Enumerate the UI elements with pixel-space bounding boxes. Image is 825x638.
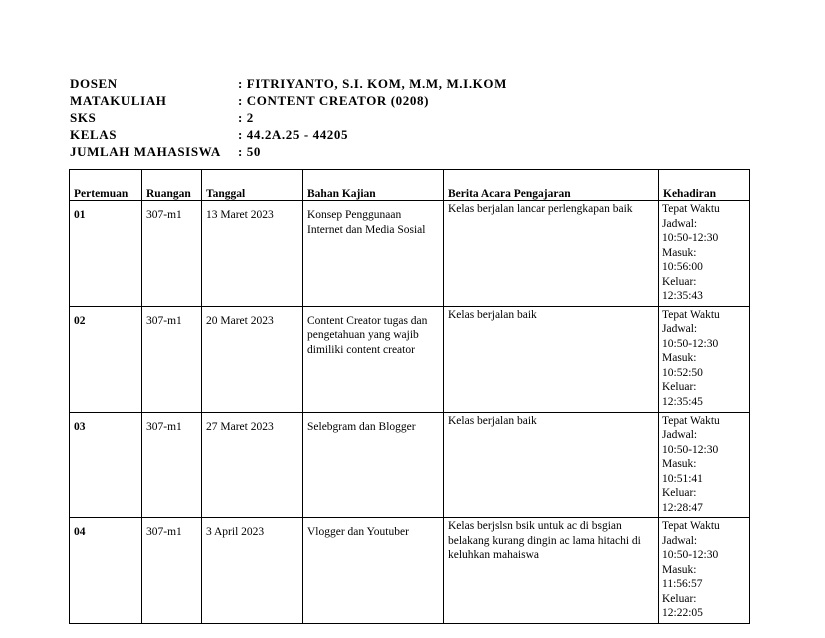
cell-tanggal: 27 Maret 2023 [202,412,303,518]
column-header-bahan-kajian: Bahan Kajian [303,170,444,201]
cell-berita-acara: Kelas berjalan baik [444,412,659,518]
cell-pertemuan: 01 [70,201,142,307]
jadwal-value: 10:50-12:30 [662,232,719,244]
sks-value: : 2 [238,110,254,125]
jadwal-label: Jadwal: [662,217,698,230]
cell-pertemuan: 04 [70,518,142,624]
keluar-value: 12:35:45 [662,395,703,408]
keluar-label: Keluar: [662,275,697,288]
cell-berita-acara: Kelas berjalan lancar perlengkapan baik [444,201,659,307]
column-header-tanggal: Tanggal [202,170,303,201]
cell-ruangan: 307-m1 [142,201,202,307]
dosen-value: : FITRIYANTO, S.I. KOM, M.M, M.I.KOM [238,76,507,91]
table-row [70,518,750,624]
cell-ruangan: 307-m1 [142,518,202,624]
keluar-label: Keluar: [662,381,697,393]
cell-kehadiran [659,306,750,412]
header-row-dosen [70,75,507,92]
attendance-status: Tepat Waktu [662,308,720,321]
jadwal-value: 10:50-12:30 [662,443,719,456]
masuk-label: Masuk: [662,246,697,259]
masuk-label: Masuk: [662,458,697,470]
cell-kehadiran [659,201,750,307]
course-header [70,75,507,160]
kelas-value: : 44.2A.25 - 44205 [238,127,349,142]
cell-berita-acara: Kelas berjslsn bsik untuk ac di bsgian belakang kurang dingin ac lama hitachi di keluhkan mahaiswa [444,518,659,624]
table-row [70,412,750,518]
jadwal-label: Jadwal: [662,429,698,441]
cell-ruangan: 307-m1 [142,412,202,518]
attendance-table [69,169,750,624]
keluar-value: 12:28:47 [662,501,703,514]
masuk-label: Masuk: [662,563,697,576]
kelas-label: KELAS [70,127,118,142]
keluar-label: Keluar: [662,592,697,605]
jadwal-label: Jadwal: [662,323,698,335]
column-header-berita-acara: Berita Acara Pengajaran [444,170,659,201]
sks-label: SKS [70,110,97,125]
cell-kehadiran [659,412,750,518]
jadwal-value: 10:50-12:30 [662,337,719,350]
cell-tanggal: 13 Maret 2023 [202,201,303,307]
header-row-jumlah [70,143,507,160]
cell-bahan-kajian: Vlogger dan Youtuber [303,518,444,624]
masuk-value: 10:51:41 [662,472,703,485]
masuk-value: 10:56:00 [662,261,703,273]
jadwal-value: 10:50-12:30 [662,549,719,561]
cell-tanggal: 20 Maret 2023 [202,306,303,412]
cell-pertemuan: 02 [70,306,142,412]
cell-berita-acara: Kelas berjalan baik [444,306,659,412]
keluar-value: 12:22:05 [662,607,703,619]
cell-bahan-kajian: Content Creator tugas dan pengetahuan yang wajib dimiliki content creator [303,306,444,412]
cell-bahan-kajian: Selebgram dan Blogger [303,412,444,518]
matakuliah-label: MATAKULIAH [70,93,167,108]
matakuliah-value: : CONTENT CREATOR (0208) [238,93,429,108]
column-header-kehadiran: Kehadiran [659,170,750,201]
table-row [70,306,750,412]
table-row [70,201,750,307]
cell-bahan-kajian: Konsep Penggunaan Internet dan Media Sosial [303,201,444,307]
attendance-status: Tepat Waktu [662,520,720,532]
dosen-label: DOSEN [70,76,118,91]
attendance-status: Tepat Waktu [662,414,720,427]
column-header-pertemuan: Pertemuan [70,170,142,201]
table-header-row [70,170,750,201]
cell-ruangan: 307-m1 [142,306,202,412]
masuk-value: 11:56:57 [662,578,703,590]
masuk-label: Masuk: [662,352,697,364]
header-row-kelas [70,126,507,143]
cell-pertemuan: 03 [70,412,142,518]
header-row-matakuliah [70,92,507,109]
column-header-ruangan: Ruangan [142,170,202,201]
masuk-value: 10:52:50 [662,366,703,379]
keluar-value: 12:35:43 [662,290,703,302]
attendance-status: Tepat Waktu [662,203,720,215]
cell-tanggal: 3 April 2023 [202,518,303,624]
jadwal-label: Jadwal: [662,534,698,547]
cell-kehadiran [659,518,750,624]
header-row-sks [70,109,507,126]
jumlah-mahasiswa-label: JUMLAH MAHASISWA [70,144,221,159]
jumlah-mahasiswa-value: : 50 [238,144,261,159]
keluar-label: Keluar: [662,487,697,499]
